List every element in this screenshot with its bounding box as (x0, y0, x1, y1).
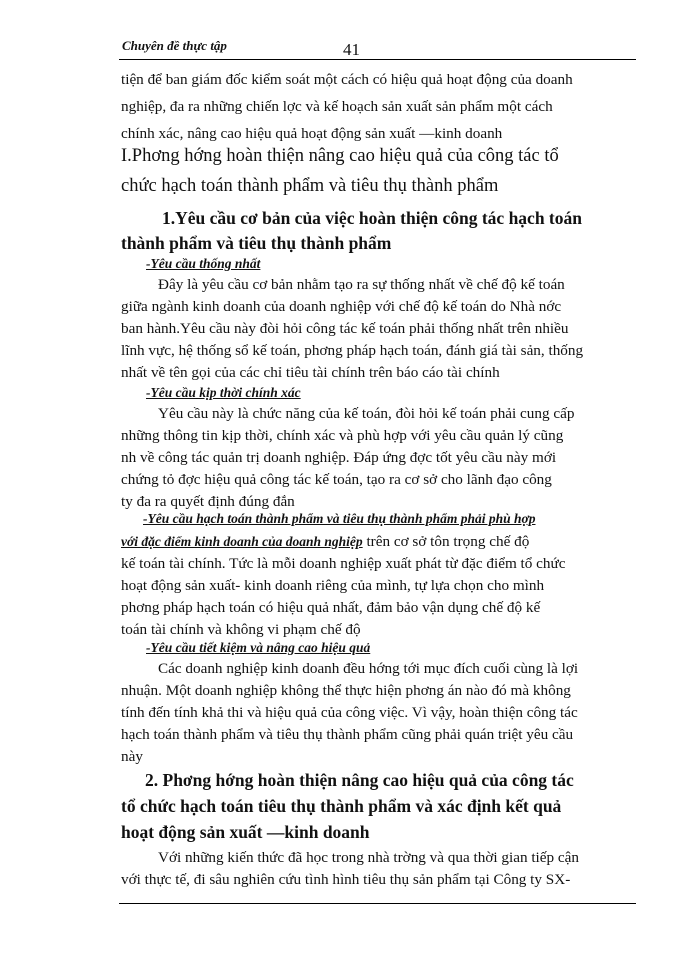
requirement-heading: -Yêu cầu hạch toán thành phẩm và tiêu thụ thành phẩm phải phù hợp (143, 511, 536, 526)
paragraph-line: Đây là yêu cầu cơ bản nhằm tạo ra sự thống nhất về chế độ kế toán (158, 276, 565, 293)
paragraph-line: nhất về tên gọi của các chỉ tiêu tài chính trên báo cáo tài chính (121, 364, 500, 381)
paragraph-line: Với những kiến thức đã học trong nhà trờng và qua thời gian tiếp cận (158, 849, 579, 866)
paragraph-line: những thông tin kịp thời, chính xác và phù hợp với yêu cầu quản lý cũng (121, 427, 564, 444)
paragraph-line: Các doanh nghiệp kinh doanh đều hớng tới mục đích cuối cùng là lợi (158, 660, 579, 677)
section-heading: chức hạch toán thành phẩm và tiêu thụ thành phẩm (121, 176, 499, 196)
requirement-heading: -Yêu cầu tiết kiệm và nâng cao hiệu quả (146, 640, 371, 655)
page-number: 41 (343, 40, 360, 59)
header-divider (119, 59, 636, 60)
paragraph-line: ban hành.Yêu cầu này đòi hỏi công tác kế toán phải thống nhất trên nhiều (121, 320, 569, 337)
subsection-heading: hoạt động sản xuất —kinh doanh (121, 822, 370, 842)
paragraph-line: với thực tế, đi sâu nghiên cứu tình hình tiêu thụ sản phẩm tại Công ty SX- (121, 871, 571, 888)
paragraph-line: hạch toán thành phẩm và tiêu thụ thành phẩm cũng phải quán triệt yêu cầu (121, 726, 574, 743)
footer-divider (119, 903, 636, 904)
paragraph-line: lĩnh vực, hệ thống sổ kế toán, phơng pháp hạch toán, đánh giá tài sản, thống (121, 342, 584, 359)
paragraph-line: tiện để ban giám đốc kiểm soát một cách có hiệu quả hoạt động của doanh (121, 71, 573, 88)
header-title: Chuyên đề thực tập (122, 38, 227, 53)
subsection-heading: thành phẩm và tiêu thụ thành phẩm (121, 233, 392, 253)
paragraph-line: chính xác, nâng cao hiệu quả hoạt động sản xuất —kinh doanh (121, 125, 503, 142)
paragraph-line: toán tài chính và không vi phạm chế độ (121, 621, 361, 638)
paragraph-line: giữa ngành kinh doanh của doanh nghiệp với chế độ kế toán do Nhà nớc (121, 298, 562, 315)
paragraph-line: kế toán tài chính. Tức là mỗi doanh nghiệp xuất phát từ đặc điểm tổ chức (121, 555, 566, 572)
requirement-heading: -Yêu cầu kịp thời chính xác (146, 385, 301, 400)
requirement-heading: -Yêu cầu thống nhất (146, 256, 261, 271)
paragraph-line: phơng pháp hạch toán có hiệu quả nhất, đảm bảo vận dụng chế độ kế (121, 599, 541, 616)
paragraph-line: nh về công tác quản trị doanh nghiệp. Đáp ứng đợc tốt yêu cầu này mới (121, 449, 557, 466)
requirement-heading: với đặc điểm kinh doanh của doanh nghiệp (121, 534, 363, 549)
subsection-heading: tổ chức hạch toán tiêu thụ thành phẩm và xác định kết quả (121, 796, 562, 816)
paragraph-text: trên cơ sở tôn trọng chế độ (362, 533, 530, 550)
paragraph-line: tính đến tính khả thi và hiệu quả của công việc. Vì vậy, hoàn thiện công tác (121, 704, 578, 721)
section-heading: I.Phơng hớng hoàn thiện nâng cao hiệu quả của công tác tổ (121, 146, 559, 166)
paragraph-line: chứng tỏ đợc hiệu quả công tác kế toán, tạo ra cơ sở cho lãnh đạo công (121, 471, 552, 488)
subsection-heading: 1.Yêu cầu cơ bản của việc hoàn thiện công tác hạch toán (162, 208, 582, 228)
paragraph-line: nhuận. Một doanh nghiệp không thể thực hiện phơng án nào đó mà không (121, 682, 571, 699)
paragraph-line (121, 533, 529, 551)
paragraph-line: nghiệp, đa ra những chiến lợc và kế hoạch sản xuất sản phẩm một cách (121, 98, 553, 115)
paragraph-line: ty đa ra quyết định đúng đắn (121, 493, 295, 510)
subsection-heading: 2. Phơng hớng hoàn thiện nâng cao hiệu quả của công tác (145, 770, 574, 790)
paragraph-line: này (121, 748, 143, 765)
paragraph-line: Yêu cầu này là chức năng của kế toán, đòi hỏi kế toán phải cung cấp (158, 405, 575, 422)
paragraph-line: hoạt động sản xuất- kinh doanh riêng của mình, tự lựa chọn cho mình (121, 577, 545, 594)
